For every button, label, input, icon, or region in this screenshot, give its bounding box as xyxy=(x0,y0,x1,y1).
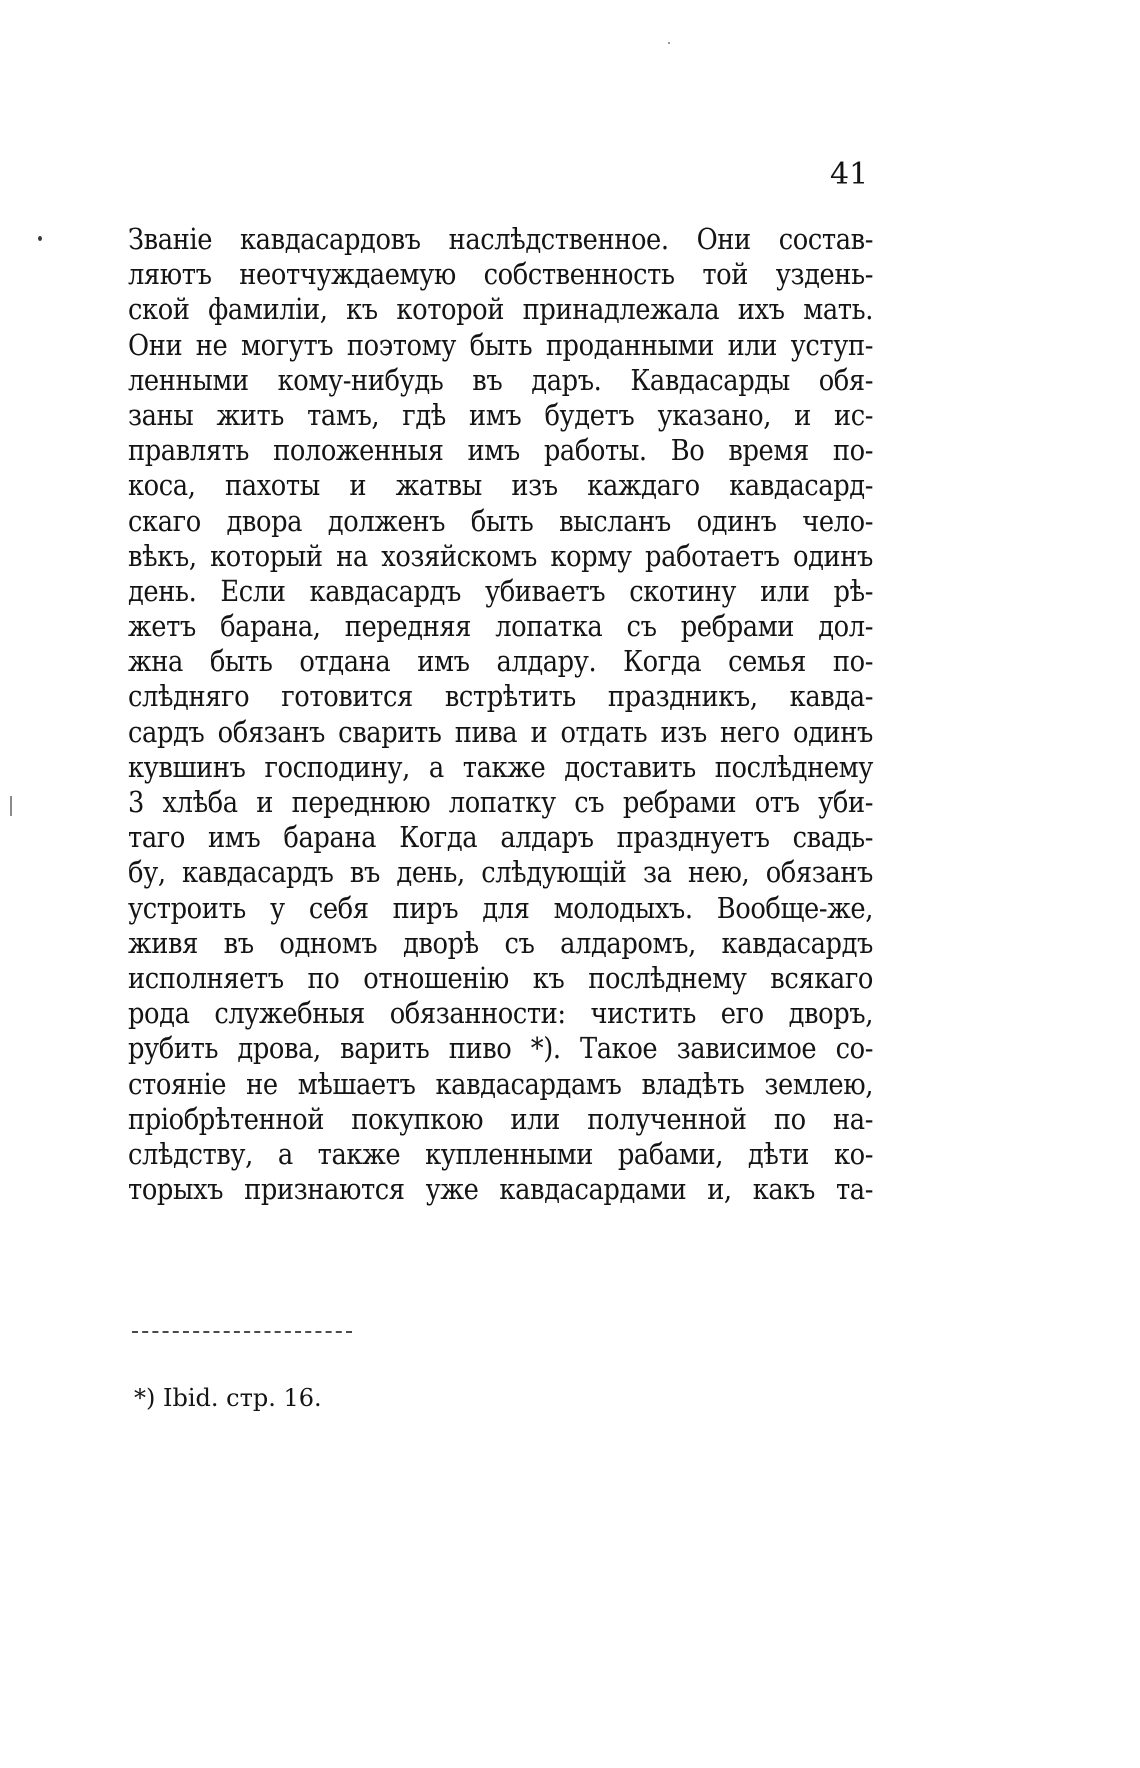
text-line: слѣдняго готовится встрѣтить праздникъ, кавда- xyxy=(128,679,873,714)
text-line: скаго двора долженъ быть высланъ одинъ чело- xyxy=(128,503,873,538)
footnote: *) Ibid. стр. 16. xyxy=(134,1384,322,1412)
text-line: коса, пахоты и жатвы изъ каждаго кавдасард- xyxy=(128,468,873,503)
text-line: Они не могутъ поэтому быть проданными или уступ- xyxy=(128,327,873,362)
text-line: бу, кавдасардъ въ день, слѣдующій за нею, обязанъ xyxy=(128,855,873,890)
scan-speck xyxy=(38,236,42,241)
text-line: живя въ одномъ дворѣ съ алдаромъ, кавдасардъ xyxy=(128,925,873,960)
text-line: рубить дрова, варить пиво *). Такое зависимое со- xyxy=(128,1031,873,1066)
text-line: торыхъ признаются уже кавдасардами и, какъ та- xyxy=(128,1172,873,1207)
page-number: 41 xyxy=(830,157,869,192)
text-line: жна быть отдана имъ алдару. Когда семья по- xyxy=(128,644,873,679)
text-line: ленными кому-нибудь въ даръ. Кавдасарды обя- xyxy=(128,362,873,397)
text-line: ляютъ неотчуждаемую собственность той уздень- xyxy=(128,257,873,292)
body-text xyxy=(128,222,873,1207)
text-line: устроить у себя пиръ для молодыхъ. Вообще-же, xyxy=(128,890,873,925)
text-line: день. Если кавдасардъ убиваетъ скотину или рѣ- xyxy=(128,573,873,608)
text-line: таго имъ барана Когда алдаръ празднуетъ свадь- xyxy=(128,820,873,855)
text-line: ской фамиліи, къ которой принадлежала ихъ мать. xyxy=(128,292,873,327)
text-line: исполняетъ по отношенію къ послѣднему всякаго xyxy=(128,960,873,995)
text-line: кувшинъ господину, а также доставить послѣднему xyxy=(128,749,873,784)
footnote-rule xyxy=(132,1331,352,1333)
text-line: вѣкъ, который на хозяйскомъ корму работаетъ одинъ xyxy=(128,538,873,573)
text-line: жетъ барана, передняя лопатка съ ребрами дол- xyxy=(128,609,873,644)
text-line: заны жить тамъ, гдѣ имъ будетъ указано, и ис- xyxy=(128,397,873,432)
text-line: сардъ обязанъ сварить пива и отдать изъ него одинъ xyxy=(128,714,873,749)
text-line: 3 хлѣба и переднюю лопатку съ ребрами отъ уби- xyxy=(128,785,873,819)
text-line: рода служебныя обязанности: чистить его дворъ, xyxy=(128,996,873,1031)
text-line: слѣдству, а также купленными рабами, дѣти ко- xyxy=(128,1136,873,1171)
scan-speck xyxy=(668,42,670,44)
scan-speck xyxy=(10,796,12,816)
text-line: правлять положенныя имъ работы. Во время по- xyxy=(128,433,873,468)
text-line: Званіе кавдасардовъ наслѣдственное. Они состав- xyxy=(128,222,873,256)
text-line: пріобрѣтенной покупкою или полученной по на- xyxy=(128,1101,873,1136)
text-line: стояніе не мѣшаетъ кавдасардамъ владѣть землею, xyxy=(128,1066,873,1101)
